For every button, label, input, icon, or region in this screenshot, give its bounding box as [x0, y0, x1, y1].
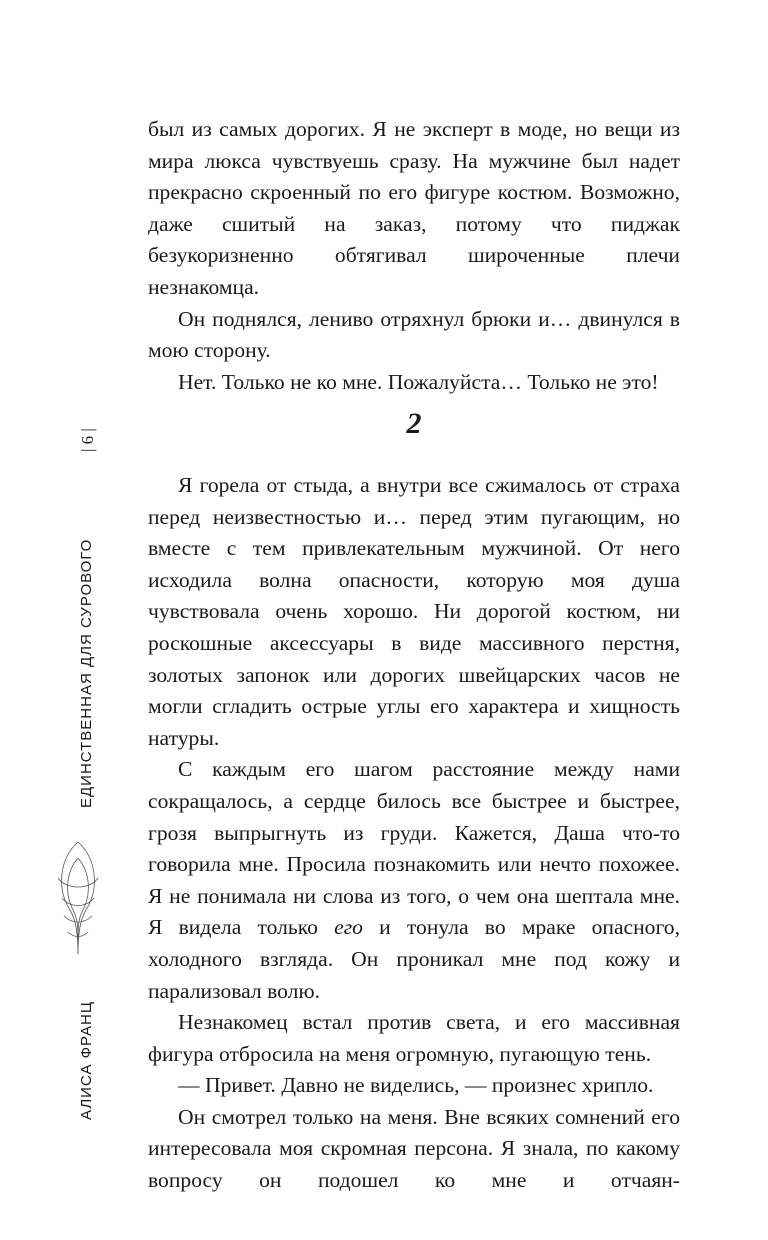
paragraph: Он поднялся, лениво отряхнул брюки и… двинулся в мою сторону. [148, 306, 680, 363]
paragraph [148, 754, 680, 1007]
chapter-number: 2 [406, 407, 422, 440]
dialogue-line: — Привет. Давно не виделись, — произнес хрипло. [178, 1073, 654, 1098]
paragraph: Нет. Только не ко мне. Пожалуйста… Только не это! [178, 369, 659, 394]
paragraph-text: и тонула во мраке опасного, холодного взгляда. Он проникал мне под кожу и парализовал волю. [148, 915, 680, 1003]
ornament-icon [48, 838, 108, 958]
running-head-author: АЛИСА ФРАНЦ [78, 1001, 95, 1120]
emphasis-text: его [334, 915, 363, 940]
top-text-block [148, 114, 680, 398]
paragraph: Незнакомец встал против света, и его массивная фигура отбросила на меня огромную, пугающую тень. [148, 1010, 680, 1066]
paragraph-text: С каждым его шагом расстояние между нами сокращалось, а сердце билось все быстрее и быстрее, грозя выпрыгнуть из груди. Кажется, Даша что-то говорила мне. Просила познакомить или нечто похожее. Я не понимала ни слова из того, о чем она шептала мне. Я видела только [148, 757, 680, 940]
paragraph: Я горела от стыда, а внутри все сжималось от страха перед неизвестностью и… перед этим пугающим, но вместе с тем привлекательным мужчиной. От него исходила волна опасности, которую моя душа чувствовала очень хорошо. Ни дорогой костюм, ни роскошные аксессуары в виде массивного перстня, золотых запонок или дорогих швейцарских часов не могли сгладить острые углы его характера и хищность натуры. [148, 473, 680, 750]
paragraph: Он смотрел только на меня. Вне всяких сомнений его интересовала моя скромная персона. Я знала, по какому вопросу он подошел ко мне и отчаян- [148, 1104, 680, 1193]
running-head-book-title: ЕДИНСТВЕННАЯ ДЛЯ СУРОВОГО [78, 538, 95, 808]
main-text-block [148, 470, 680, 1197]
page-number-label: | 6 | [78, 428, 97, 452]
paragraph: был из самых дорогих. Я не эксперт в моде, но вещи из мира люкса чувствуешь сразу. На мужчине был надет прекрасно скроенный по его фигуре костюм. Возможно, даже сшитый на заказ, потому что пиджак безукоризненно обтягивал широченные плечи незнакомца. [148, 117, 680, 299]
page-number [78, 412, 108, 452]
